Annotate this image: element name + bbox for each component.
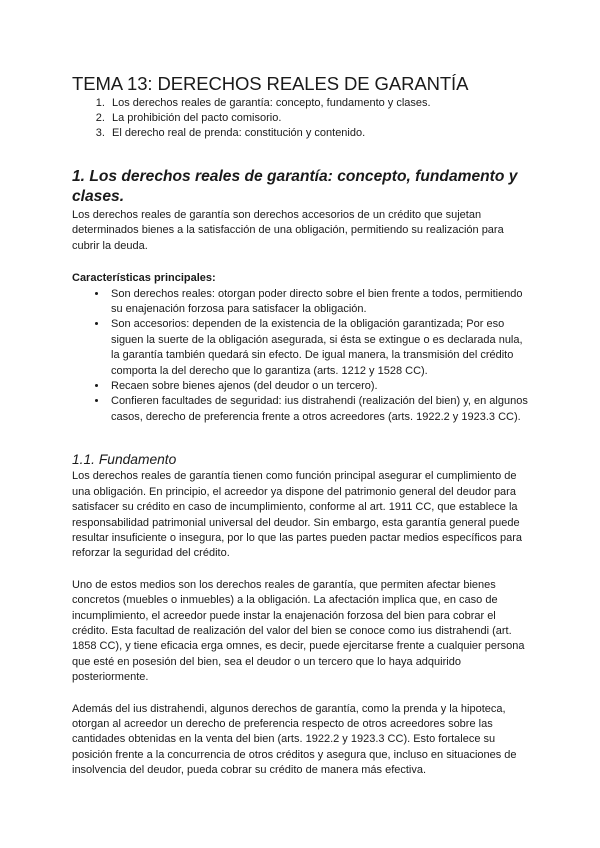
- toc-item: 3. El derecho real de prenda: constitución y contenido.: [108, 126, 528, 141]
- section-1-1-heading: 1.1. Fundamento: [72, 452, 177, 468]
- characteristics-label: Características principales:: [72, 272, 216, 285]
- section-1-heading: 1. Los derechos reales de garantía: concepto, fundamento y clases.: [72, 168, 518, 205]
- paragraph: Uno de estos medios son los derechos reales de garantía, que permiten afectar bienes concretos (muebles o inmuebles) a la obligación. La afectación implica que, en caso de incumplimiento, el acreedor puede instar la enajenación forzosa del bien para cobrar el crédito. Esta facultad de realización del valor del bien se conoce como ius distrahendi (art. 1858 CC), y tiene eficacia erga omnes, es decir, puede ejercitarse frente a cualquier persona que esté en posesión del bien, sea el deudor o un tercero que lo haya adquirido posteriormente.: [72, 578, 525, 684]
- toc-item: 1. Los derechos reales de garantía: concepto, fundamento y clases.: [108, 96, 528, 111]
- list-item: • Confieren facultades de seguridad: ius distrahendi (realización del bien) y, en algunos casos, derecho de preferencia frente a otros acreedores (arts. 1922.2 y 1923.3 CC).: [108, 394, 528, 425]
- section-1-intro: Los derechos reales de garantía son derechos accesorios de un crédito que sujetan determinados bienes a la satisfacción de una obligación, permitiendo su realización para cubrir la deuda.: [72, 209, 504, 252]
- page-title: TEMA 13: DERECHOS REALES DE GARANTÍA: [72, 73, 469, 94]
- paragraph: Además del ius distrahendi, algunos derechos de garantía, como la prenda y la hipoteca, otorgan al acreedor un derecho de preferencia respecto de otros acreedores sobre las cantidades obtenidas en la venta del bien (arts. 1922.2 y 1923.3 CC). Esto fortalece su posición frente a la concurrencia de otros créditos y asegura que, incluso en situaciones de insolvencia del deudor, pueda cobrar su crédito de manera más efectiva.: [72, 702, 517, 777]
- list-item: • Recaen sobre bienes ajenos (del deudor o un tercero).: [108, 379, 528, 394]
- toc-item: 2. La prohibición del pacto comisorio.: [108, 111, 528, 126]
- characteristics-list: [72, 287, 528, 426]
- table-of-contents: [72, 96, 528, 141]
- list-item: • Son derechos reales: otorgan poder directo sobre el bien frente a todos, permitiendo su enajenación forzosa para satisfacer la obligación.: [108, 287, 528, 318]
- paragraph: Los derechos reales de garantía tienen como función principal asegurar el cumplimiento de una obligación. En principio, el acreedor ya dispone del patrimonio general del deudor para satisfacer su crédito en caso de incumplimiento, conforme al art. 1911 CC, que establece la responsabilidad patrimonial universal del deudor. Sin embargo, esta garantía general puede resultar insuficiente o insegura, por lo que las partes pueden pactar medios específicos para reforzar la seguridad del crédito.: [72, 470, 523, 560]
- list-item: • Son accesorios: dependen de la existencia de la obligación garantizada; Por eso siguen la suerte de la obligación asegurada, si ésta se extingue o es declarada nula, la garantía también quedará sin efecto. De igual manera, la transmisión del crédito comporta la del derecho que lo garantiza (arts. 1212 y 1528 CC).: [108, 317, 528, 379]
